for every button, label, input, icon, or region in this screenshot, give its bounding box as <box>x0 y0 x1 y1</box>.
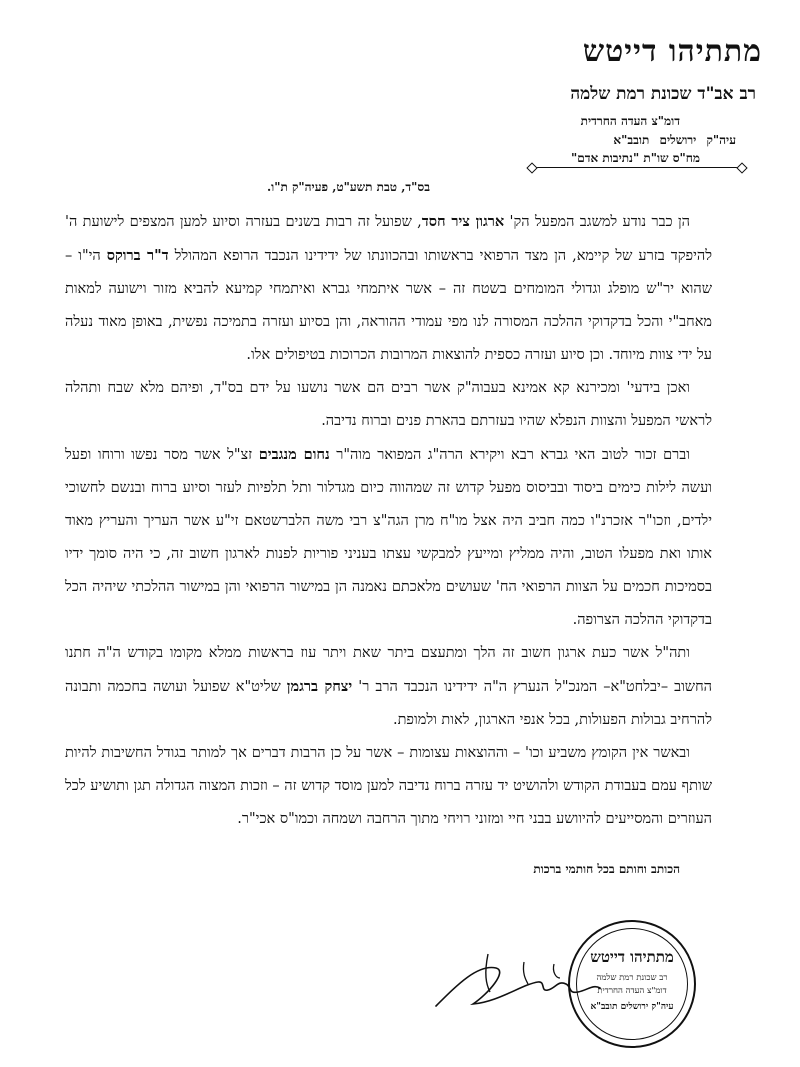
letterhead-name: מתתיהו דייטש <box>582 34 762 69</box>
stamp-line-2: דומ"צ העדה החרדית <box>597 986 667 996</box>
paragraph-2: ואכן בידעי' ומכירנא קא אמינא בעבוה"ק אשר רבים הם אשר נושעו על ידם בס"ד, ופיהם מלא שבח ותהלה לראשי המפעל והצוות הנפלא שהיו בעזרתם בהארת פנים וברוח נדיבה. <box>65 380 712 429</box>
paragraph-5: ובאשר אין הקומץ משביע וכו' – וההוצאות עצומות – אשר על כן הרבות דברים אך למותר בגודל החשיבות להיות שותף עמם בעבודת הקודש ולהושיט יד עזרה ברוח נדיבה למען מוסד קדוש זה – וזכות המצוה הגדולה תגן ותושיע לכל העוזרים והמסייעים להיוושע בבני חיי ומזוני רויחי מתוך הרחבה ושמחה וכמו"ס אכי"ר. <box>65 745 712 827</box>
closing-line: הכותב וחותם בכל חותמי ברכות <box>533 862 680 876</box>
text-run: הן כבר נודע למשגב המפעל הק' <box>504 214 690 230</box>
letterhead-title: רב אב"ד שכונת רמת שלמה <box>570 84 756 104</box>
letterhead-divider <box>532 167 742 168</box>
text-run: הי"ו – שהוא יר"ש מופלג וגדולי המומחים בשטח זה – אשר איתמחי גברא ואיתמחי קמיעא להביא מזור וישועה למאות מאחב"י והכל בדקדוקי ההלכה המסורה לנו מפי עמודי ההוראה, והן בסיוע ועזרה בתמיכה נפשית, באופן מאוד נעלה על ידי צוות מיוחד. וכן סיוע ועזרה כספית להוצאות המרובות הכרוכות בטיפולים אלו. <box>65 248 712 363</box>
letterhead-line-2: עיה"ק ירושלים תובב"א <box>613 133 736 147</box>
letterhead-line-3: מח"ס שו"ת "נתיבות אדם" <box>571 151 700 165</box>
stamp-line-3: עיה"ק ירושלים תובב"א <box>590 1002 674 1012</box>
director-name: יצחק ברגמן <box>286 678 353 695</box>
paragraph-3 <box>65 438 712 637</box>
text-run: ותה"ל אשר כעת ארגון חשוב זה הלך ומתעצם ביתר שאת ויתר עוז בראשות ממלא מקומו בקודש ה"ה חתנו החשוב –יבלחט"א– המנכ"ל הנערץ ה"ה ידידינו הנכבד הרב ר' <box>65 645 712 695</box>
paragraph-1 <box>65 205 712 372</box>
doctor-name: ד"ר ברוקס <box>106 247 169 264</box>
letter-date: בס"ד, טבת תשע"ט, פעיה"ק ת"ו. <box>266 180 430 194</box>
organization-name: ארגון ציר חסד <box>421 213 505 230</box>
stamp-line-1: רב שכונת רמת שלמה <box>596 973 668 983</box>
text-run: שליט"א שפועל ועושה בחכמה ותבונה להרחיב גבולות הפעולות, בכל אנפי הארגון, לאות ולמופת. <box>65 679 712 728</box>
paragraph-4 <box>65 637 712 737</box>
text-run: וברם זכור לטוב האי גברא רבא ויקירא הרה"ג המפואר מוה"ר <box>329 447 690 463</box>
rabbinical-stamp <box>568 920 696 1048</box>
letterhead-line-1: דומ"צ העדה החרדית <box>580 114 680 128</box>
stamp-name: מתתיהו דייטש <box>590 948 674 966</box>
letter-body <box>65 205 712 836</box>
text-run: זצ"ל אשר מסר נפשו ורוחו ופעל ועשה לילות כימים ביסוד ובביסוס מפעל קדוש זה שמהווה כיום מגדלור ותל תלפיות לעזר וסיוע ברוח ובנשם לחשוכי ילדים, וזכו"ר אזכרנ"ו כמה חביב היה אצל מו"ח מרן הגה"צ רבי משה הלברשטאם זי"ע אשר העריך והעריץ מאוד אותו ואת מפעלו הטוב, והיה ממליץ ומייעץ למבקשי עצתו בעניני פוריות לפנות לארגון חשוב זה, כי היה סומך ידיו בסמיכות חכמים על הצוות הרפואי הח' שעושים מלאכתם נאמנה הן במישור הרפואי והן במישור ההלכתי שיהיה הכל בדקדוקי ההלכה הצרופה. <box>65 447 712 628</box>
stamp-inner-ring <box>576 928 688 1040</box>
text-run: , שפועל זה רבות בשנים בעזרה וסיוע למען המצפים לישועת ה' להיפקד בזרע של קיימא, הן מצד הרפואי בראשותו ובהכוונתו של ידידינו הנכבד הרופא המהולל <box>65 214 712 264</box>
founder-name: נחום מנגבים <box>258 446 330 463</box>
